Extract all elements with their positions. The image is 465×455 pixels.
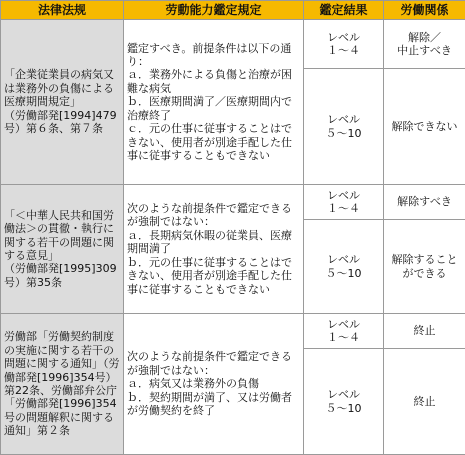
law-text: 「＜中華人民共和国労働法＞の貫徹・執行に関する若干の問題に関する意見」 (4, 209, 120, 263)
result-text: ５～10 (307, 267, 380, 280)
relation-text: 中止すべき (387, 44, 462, 57)
result-text: １～４ (307, 44, 380, 57)
header-condition: 劳動能力鑑定規定 (124, 1, 304, 20)
relation-text: 解除できない (387, 120, 462, 133)
relation-cell (384, 20, 465, 69)
condition-text: ｂ．医療期間満了／医療期間内で治療終了 (127, 95, 300, 122)
result-text: レベル (307, 253, 380, 266)
condition-text: 次のような前提条件で鑑定できるが強制ではない： (127, 350, 300, 377)
header-result: 鑑定結果 (304, 1, 384, 20)
relation-text: 解除すべき (387, 195, 462, 208)
table-row (1, 314, 465, 349)
table-row (1, 185, 465, 220)
result-text: ５～10 (307, 127, 380, 140)
relation-cell (384, 220, 465, 314)
result-text: レベル (307, 388, 380, 401)
result-text: １～４ (307, 202, 380, 215)
condition-cell (124, 185, 304, 314)
result-text: レベル (307, 189, 380, 202)
result-text: レベル (307, 113, 380, 126)
relation-text: 解除／ (387, 31, 462, 44)
condition-text: ａ．病気又は業務外の負傷 (127, 377, 300, 390)
relation-text: 終止 (387, 324, 462, 337)
result-cell (304, 185, 384, 220)
result-text: レベル (307, 318, 380, 331)
relation-text: 解除することができる (387, 253, 462, 280)
header-row (1, 1, 465, 20)
condition-text: 鑑定すべき。前提条件は以下の通り： (127, 42, 300, 69)
result-cell (304, 220, 384, 314)
condition-text: 次のような前提条件で鑑定できるが強制ではない： (127, 202, 300, 229)
law-cell (1, 185, 124, 314)
law-text: （労働部発[1994]479号）第６条、第７条 (4, 109, 120, 136)
condition-cell (124, 314, 304, 455)
result-cell (304, 314, 384, 349)
result-cell (304, 349, 384, 455)
condition-text: ｂ．契約期間が満了、又は労働者が労働契約を終了 (127, 391, 300, 418)
condition-text: ｂ．元の仕事に従事することはできない、使用者が別途手配した仕事に従事することもできない (127, 256, 300, 296)
relation-text: 終止 (387, 395, 462, 408)
result-text: レベル (307, 31, 380, 44)
result-text: ５～10 (307, 402, 380, 415)
relation-cell (384, 349, 465, 455)
relation-cell (384, 314, 465, 349)
header-relation: 労働関係 (384, 1, 465, 20)
relation-cell (384, 69, 465, 185)
law-cell (1, 314, 124, 455)
condition-text: ｃ．元の仕事に従事することはできない、使用者が別途手配した仕事に従事することもできない (127, 122, 300, 162)
law-text: （労働部発[1995]309号）第35条 (4, 262, 120, 289)
result-cell (304, 69, 384, 185)
result-text: １～４ (307, 331, 380, 344)
relation-cell (384, 185, 465, 220)
law-cell (1, 20, 124, 185)
condition-cell (124, 20, 304, 185)
condition-text: ａ．長期病気休暇の従業員、医療期間満了 (127, 229, 300, 256)
law-text: 労働部「労働契約制度の実施に関する若干の問題に関する通知」（労働部発[1996]354号）第22条、労働部弁公庁「労働部発[1996]354号の問題解釈に関する通知」第２条 (4, 330, 120, 437)
law-text: 「企業従業員の病気又は業務外の負傷による医療期間規定」 (4, 68, 120, 108)
table-row (1, 20, 465, 69)
result-cell (304, 20, 384, 69)
header-law: 法律法规 (1, 1, 124, 20)
condition-text: ａ．業務外による負傷と治療が困難な病気 (127, 68, 300, 95)
